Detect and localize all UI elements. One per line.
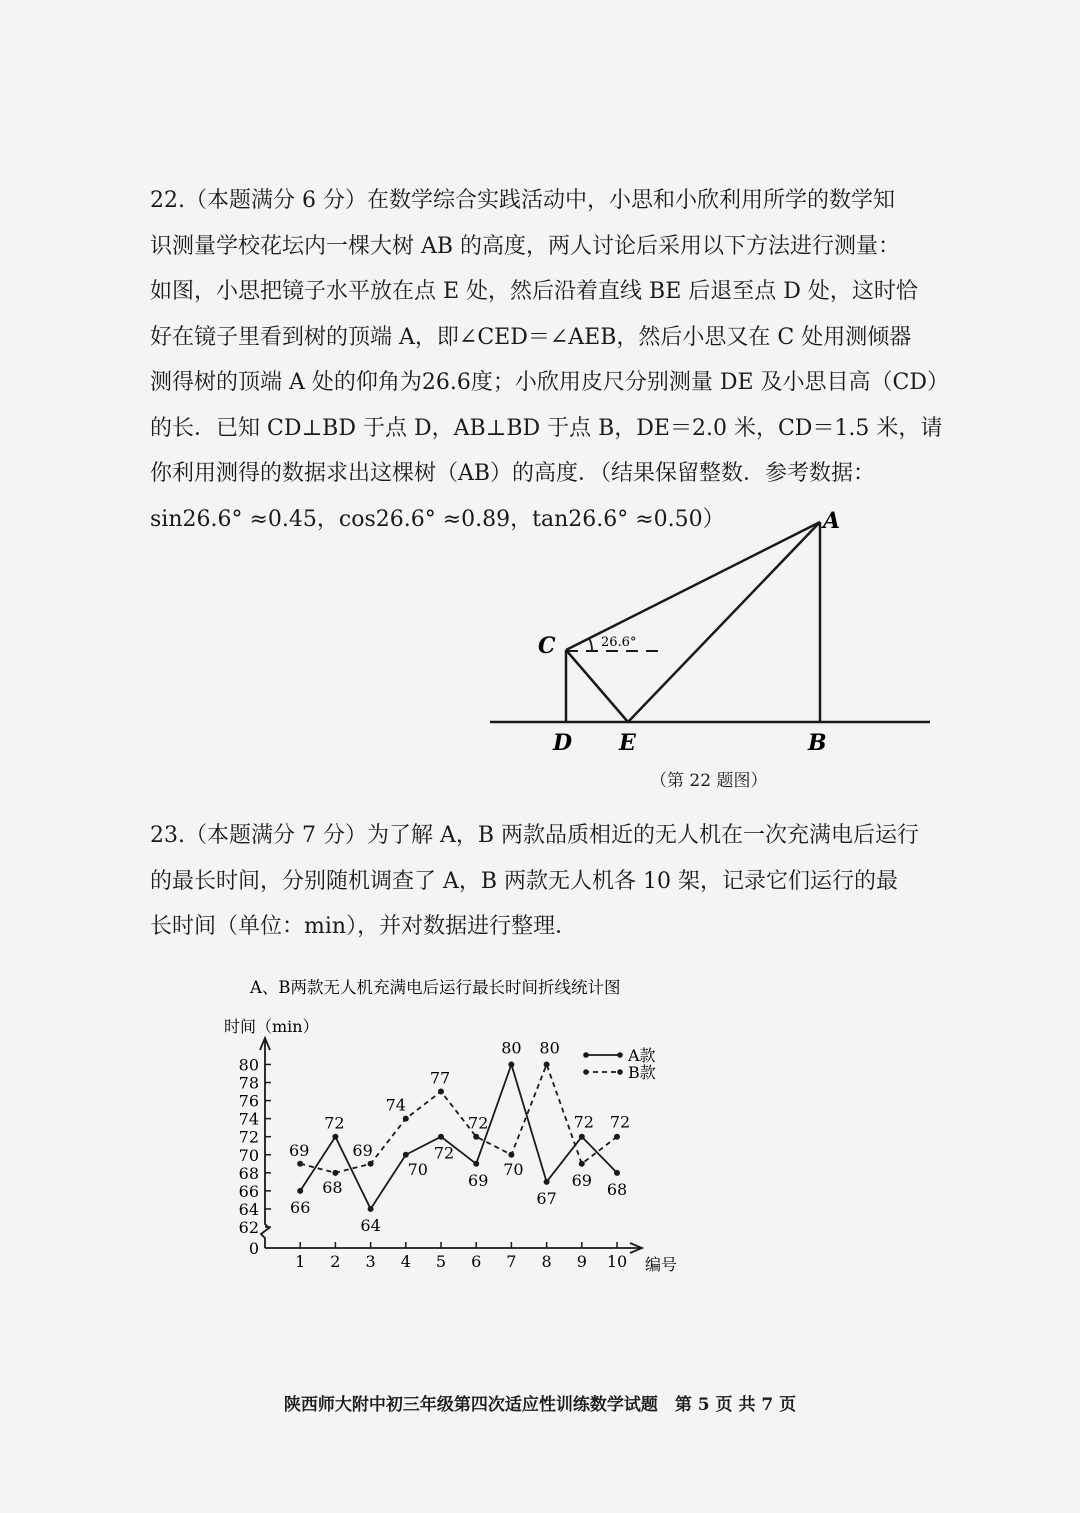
question-22-line: 的长．已知 CD⊥BD 于点 D，AB⊥BD 于点 B，DE＝2.0 米，CD＝1.5 米，请 bbox=[150, 415, 943, 441]
question-22-line: 好在镜子里看到树的顶端 A，即∠CED＝∠AEB，然后小思又在 C 处用测倾器 bbox=[150, 324, 912, 350]
series-a-line bbox=[300, 1064, 617, 1208]
x-tick-label: 9 bbox=[576, 1252, 587, 1271]
series-b-point bbox=[473, 1134, 479, 1140]
x-tick-label: 8 bbox=[541, 1252, 552, 1271]
question-23-line: 23.（本题满分 7 分）为了解 A，B 两款品质相近的无人机在一次充满电后运行 bbox=[150, 823, 920, 848]
series-b-data-label: 69 bbox=[352, 1140, 373, 1160]
x-tick-label: 5 bbox=[435, 1252, 447, 1271]
y-tick-label: 66 bbox=[238, 1181, 259, 1201]
series-a-data-label: 72 bbox=[573, 1112, 594, 1132]
question-22-line: 识测量学校花坛内一棵大树 AB 的高度，两人讨论后采用以下方法进行测量： bbox=[150, 233, 901, 259]
y-axis-label: 时间（min） bbox=[224, 1017, 319, 1036]
legend-dot bbox=[617, 1069, 623, 1075]
legend-dot bbox=[617, 1052, 623, 1058]
y-tick-label: 68 bbox=[238, 1163, 259, 1183]
x-tick-label: 7 bbox=[506, 1252, 517, 1271]
question-22-line: sin26.6° ≈0.45，cos26.6° ≈0.89，tan26.6° ≈0.50） bbox=[150, 506, 725, 532]
series-b-point bbox=[544, 1061, 550, 1067]
chart-legend bbox=[583, 1046, 656, 1082]
x-tick-label: 2 bbox=[330, 1252, 341, 1271]
series-a-point bbox=[473, 1161, 479, 1167]
legend-dot bbox=[583, 1069, 589, 1075]
y-tick-label: 74 bbox=[238, 1109, 259, 1129]
series-a-data-label: 72 bbox=[324, 1113, 345, 1133]
series-b-data-label: 72 bbox=[609, 1112, 631, 1132]
series-a-point bbox=[614, 1170, 620, 1176]
legend-label: B款 bbox=[628, 1063, 656, 1082]
angle-label: 26.6° bbox=[601, 635, 637, 650]
series-b-data-label: 77 bbox=[429, 1068, 451, 1088]
series-a-data-label: 72 bbox=[433, 1143, 455, 1163]
question-23-line: 长时间（单位：min），并对数据进行整理． bbox=[150, 914, 578, 939]
series-b-data-label: 70 bbox=[503, 1159, 524, 1179]
series-a-data-label: 66 bbox=[290, 1197, 311, 1217]
x-axis-label: 编号 bbox=[645, 1255, 678, 1274]
series-b-data-label: 69 bbox=[571, 1170, 592, 1190]
question-23-line: 的最长时间，分别随机调查了 A，B 两款无人机各 10 架，记录它们运行的最 bbox=[150, 868, 899, 894]
point-a-label: A bbox=[823, 508, 841, 534]
y-tick-label: 70 bbox=[238, 1145, 259, 1165]
x-tick-label: 4 bbox=[400, 1252, 411, 1271]
series-b-point bbox=[438, 1089, 444, 1095]
question-22-line: 22.（本题满分 6 分）在数学综合实践活动中，小思和小欣利用所学的数学知 bbox=[150, 188, 895, 213]
series-a-data-label: 64 bbox=[360, 1215, 381, 1235]
chart-series bbox=[289, 1038, 630, 1234]
y-tick-label: 80 bbox=[238, 1055, 259, 1075]
series-b-point bbox=[508, 1152, 514, 1158]
question-22-line: 测得树的顶端 A 处的仰角为26.6度；小欣用皮尺分别测量 DE 及小思目高（CD） bbox=[150, 370, 950, 395]
series-b-line bbox=[300, 1064, 617, 1172]
y-tick-label: 64 bbox=[238, 1199, 259, 1219]
series-a-point bbox=[403, 1152, 409, 1158]
legend-dot bbox=[583, 1052, 589, 1058]
y-tick-label: 0 bbox=[248, 1239, 259, 1258]
series-b-point bbox=[579, 1161, 585, 1167]
point-c-label: C bbox=[538, 633, 556, 659]
y-tick-label: 62 bbox=[238, 1218, 259, 1237]
x-tick-label: 6 bbox=[471, 1252, 482, 1271]
y-tick-label: 76 bbox=[238, 1091, 259, 1111]
series-a-data-label: 80 bbox=[501, 1038, 522, 1058]
point-d-label: D bbox=[553, 730, 573, 756]
series-a-point bbox=[368, 1206, 374, 1212]
point-b-label: B bbox=[808, 730, 827, 756]
x-tick-label: 10 bbox=[606, 1252, 628, 1271]
series-b-point bbox=[368, 1161, 374, 1167]
x-tick-label: 1 bbox=[295, 1252, 306, 1271]
series-a-data-label: 69 bbox=[468, 1170, 489, 1190]
question-22-line: 你利用测得的数据求出这棵树（AB）的高度．（结果保留整数．参考数据： bbox=[150, 461, 876, 486]
series-a-point bbox=[579, 1134, 585, 1140]
series-a-point bbox=[332, 1134, 338, 1140]
series-b-point bbox=[614, 1134, 620, 1140]
legend-label: A款 bbox=[628, 1046, 656, 1065]
chart-ticks bbox=[238, 1055, 631, 1271]
series-a-point bbox=[297, 1188, 303, 1194]
series-b-point bbox=[403, 1116, 409, 1122]
x-tick-label: 3 bbox=[365, 1252, 376, 1271]
series-a-data-label: 70 bbox=[407, 1159, 428, 1179]
series-b-point bbox=[297, 1161, 303, 1167]
series-b-data-label: 80 bbox=[539, 1038, 560, 1058]
figure-22-caption: （第 22 题图） bbox=[650, 771, 768, 791]
y-tick-label: 78 bbox=[238, 1073, 259, 1093]
series-a-point bbox=[438, 1134, 444, 1140]
series-b-data-label: 69 bbox=[289, 1140, 310, 1160]
series-a-point bbox=[508, 1061, 514, 1067]
point-e-label: E bbox=[619, 730, 636, 756]
series-a-point bbox=[544, 1179, 550, 1185]
series-b-data-label: 72 bbox=[468, 1113, 489, 1133]
series-b-point bbox=[332, 1170, 338, 1176]
y-tick-label: 72 bbox=[238, 1127, 259, 1147]
series-a-data-label: 68 bbox=[606, 1179, 628, 1199]
series-b-data-label: 68 bbox=[322, 1177, 343, 1197]
page-footer: 陕西师大附中初三年级第四次适应性训练数学试题 第 5 页 共 7 页 bbox=[283, 1395, 797, 1415]
question-22-line: 如图，小思把镜子水平放在点 E 处，然后沿着直线 BE 后退至点 D 处，这时恰 bbox=[150, 279, 918, 304]
series-a-data-label: 67 bbox=[536, 1188, 557, 1208]
chart-title: A、B两款无人机充满电后运行最长时间折线统计图 bbox=[250, 978, 621, 997]
y-axis bbox=[261, 1040, 269, 1248]
series-b-data-label: 74 bbox=[385, 1095, 406, 1115]
